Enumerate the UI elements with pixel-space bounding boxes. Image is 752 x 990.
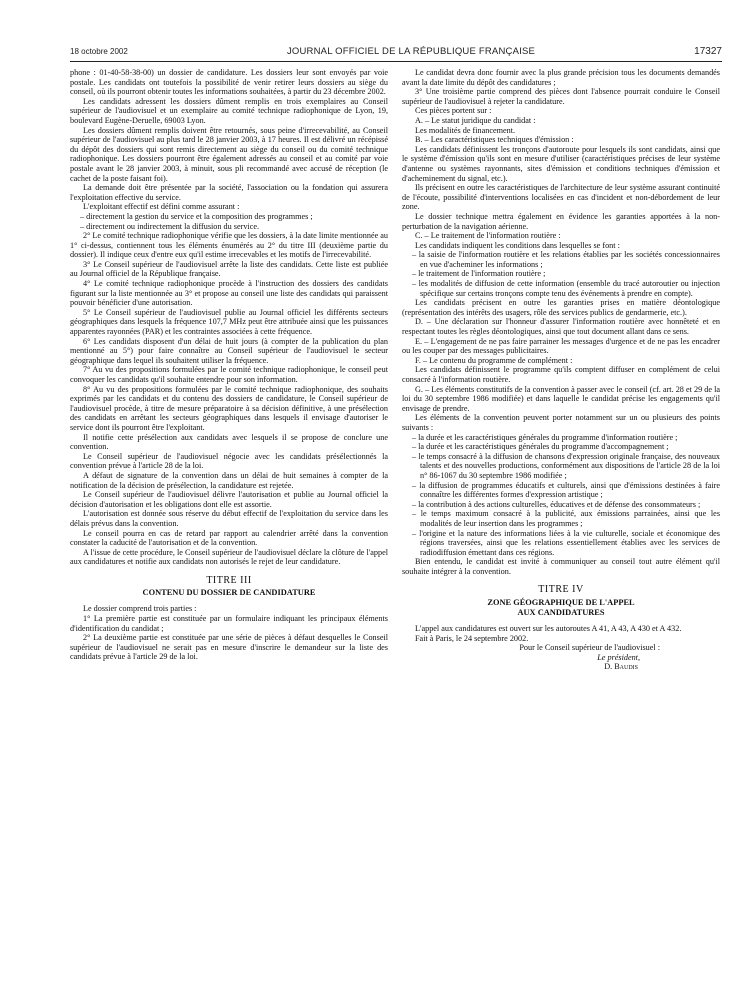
paragraph: Les candidats précisent en outre les garanties prises en matière déontologique (représentation des intérêts des usagers, rôle des services publics de gendarmerie, etc.). [402,298,720,317]
paragraph: 3° Une troisième partie comprend des pièces dont l'absence pourrait conduire le Conseil supérieur de l'audiovisuel à rejeter la candidature. [402,87,720,106]
header-date: 18 octobre 2002 [70,47,128,56]
paragraph: Les modalités de financement. [415,125,516,135]
paragraph: Les candidats indiquent les conditions dans lesquelles se font : [415,240,620,250]
list-item: – la diffusion de programmes éducatifs et culturels, ainsi que d'émissions destinées à faire connaître les différentes formes d'expression artistique ; [402,481,720,500]
paragraph: Ils précisent en outre les caractéristiques de l'architecture de leur système assurant continuité de l'écoute, possibilité d'interventions localisées en cas d'incident et non-débordement de leur zone. [402,183,720,212]
section-subtitle: CONTENU DU DOSSIER DE CANDIDATURE [142,588,316,598]
paragraph: L'appel aux candidatures est ouvert sur les autoroutes A 41, A 43, A 430 et A 432. [415,624,682,634]
paragraph: 2° La deuxième partie est constituée par une série de pièces à défaut desquelles le Conseil supérieur de l'audiovisuel ne serait pas en mesure d'inscrire le demandeur sur la liste des candidats prévue à l'article 29 de la loi. [70,633,388,662]
paragraph: Le candidat devra donc fournir avec la plus grande précision tous les documents demandés avant la date limite du dépôt des candidatures ; [402,68,720,87]
paragraph: Le conseil pourra en cas de retard par rapport au calendrier arrêté dans la convention constater la caducité de l'autorisation et de la convention. [70,528,388,548]
list-item: – la durée et les caractéristiques générales du programme d'information routière ; [402,433,720,443]
paragraph: 6° Les candidats disposent d'un délai de huit jours (à compter de la publication du plan mentionné au 5°) pour faire connaître au Conseil supérieur de l'audiovisuel le secteur géographique dans lequel ils souhaitent utiliser la fréquence. [70,336,388,365]
two-column-body [70,68,722,672]
paragraph: B. – Les caractéristiques techniques d'émission : [415,135,574,145]
paragraph: L'autorisation est donnée sous réserve du début effectif de l'exploitation du service dans les délais prévus dans la convention. [70,509,388,528]
paragraph: A l'issue de cette procédure, le Conseil supérieur de l'audiovisuel déclare la clôture de l'appel aux candidatures et notifie aux candidats non autorisés le rejet de leur candidature. [70,547,388,567]
paragraph: Les candidats définissent le programme qu'ils comptent diffuser en complément de celui consacré à l'information routière. [402,365,720,384]
section-subtitle-line: ZONE GÉOGRAPHIQUE DE L'APPEL [487,598,635,608]
paragraph: Les éléments de la convention peuvent porter notamment sur un ou plusieurs des points suivants : [402,413,720,432]
paragraph: Les dossiers dûment remplis doivent être retournés, sous peine d'irrecevabilité, au Conseil supérieur de l'audiovisuel au plus tard le 28 janvier 2003, à 17 heures. Il est délivré un récépissé du dépôt des dossiers qui sont remis directement au siège du conseil ou du comité technique radiophonique. Les dossiers pourront être également adressés au conseil et au comité par voie postale avant le 28 janvier 2003, à minuit, sous pli recommandé avec accusé de réception (le cachet de la poste faisant foi). [70,125,388,183]
paragraph: La demande doit être présentée par la société, l'association ou la fondation qui assurera l'exploitation effective du service. [70,183,388,202]
paragraph: 2° Le comité technique radiophonique vérifie que les dossiers, à la date limite mentionnée au 1° ci-dessus, contiennent tous les éléments énumérés au 2° du titre III (deuxième partie du dossier). Il indique ceux d'entre eux qu'il estime irrecevables et les motifs de l'irrecevabilité. [70,231,388,260]
dash-list [402,250,720,298]
paragraph: 3° Le Conseil supérieur de l'audiovisuel arrête la liste des candidats. Cette liste est publiée au Journal officiel de la République française. [70,259,388,279]
paragraph: A. – Le statut juridique du candidat : [415,115,536,125]
list-item: – directement la gestion du service et la composition des programmes ; [70,212,388,222]
section-title: TITRE IV [538,584,584,596]
list-item: – la saisie de l'information routière et les relations établies par les sociétés concessionnaires en vue d'acheminer les informations ; [402,250,720,269]
list-item: – directement ou indirectement la diffusion du service. [70,222,388,232]
list-item: – l'origine et la nature des informations liées à la vie culturelle, sociale et économique des régions traversées, ainsi que les relations essentiellement établies avec les services de radiodiffusion émettant dans ces régions. [402,529,720,558]
paragraph: D. – Une déclaration sur l'honneur d'assurer l'information routière avec honnêteté et en respectant toutes les règles déontologiques, ainsi que tout document allant dans ce sens. [402,317,720,337]
paragraph: 5° Le Conseil supérieur de l'audiovisuel publie au Journal officiel les différents secteurs géographiques dans lesquels la fréquence 107,7 MHz peut être attribuée ainsi que les puissances apparentes rayonnées (PAR) et les contraintes associées à cette fréquence. [70,307,388,337]
paragraph: Les candidats définissent les tronçons d'autoroute pour lesquels ils sont candidats, ainsi que le système d'émission qu'ils sont en mesure d'utiliser (caractéristiques précises de leur système d'antenne ou systèmes rayonnants, sites d'émission et conditions techniques d'émission et d'acheminement du signal, etc.). [402,144,720,183]
paragraph: 8° Au vu des propositions formulées par le comité technique radiophonique, des souhaits exprimés par les candidats et du contenu des dossiers de candidature, le Conseil supérieur de l'audiovisuel procède, à titre de mesure préparatoire à sa décision définitive, à une présélection des candidats en arrêtant les secteurs géographiques dans lesquels il envisage d'autoriser le service dont ils pourront être l'exploitant. [70,384,388,432]
paragraph: 7° Au vu des propositions formulées par le comité technique radiophonique, le conseil peut convoquer les candidats qu'il souhaite entendre pour son information. [70,365,388,384]
list-item: – la contribution à des actions culturelles, éducatives et de défense des consommateurs ; [402,500,720,510]
right-column [402,68,720,672]
paragraph: 1° La première partie est constituée par un formulaire indiquant les principaux éléments d'identification du candidat ; [70,614,388,633]
paragraph: A défaut de signature de la convention dans un délai de huit semaines à compter de la notification de la décision de présélection, la candidature est rejetée. [70,470,388,490]
list-item: – le traitement de l'information routière ; [402,269,720,279]
left-column [70,68,388,672]
paragraph: 4° Le comité technique radiophonique procède à l'instruction des dossiers des candidats figurant sur la liste mentionnée au 3° et propose au conseil une liste des candidats qui paraissent pouvoir bénéficier d'une autorisation. [70,279,388,308]
signature-title: Le président, [597,652,640,662]
paragraph: Le Conseil supérieur de l'audiovisuel négocie avec les candidats présélectionnés la convention prévue à l'article 28 de la loi. [70,451,388,471]
page-header [70,46,722,57]
header-page-number: 17327 [694,46,722,57]
paragraph: F. – Le contenu du programme de complément : [415,355,573,365]
paragraph: Le dossier comprend trois parties : [83,604,197,614]
list-item: – le temps maximum consacré à la publicité, aux émissions parrainées, ainsi que les modalités de leur insertion dans les programmes ; [402,509,720,528]
paragraph: Le Conseil supérieur de l'audiovisuel délivre l'autorisation et publie au Journal officiel la décision d'autorisation et les obligations dont elle est assortie. [70,490,388,509]
paragraph: Fait à Paris, le 24 septembre 2002. [415,633,529,643]
paragraph: Le dossier technique mettra également en évidence les garanties apportées à la non-perturbation de la navigation aérienne. [402,211,720,231]
header-rule [70,61,722,62]
section-subtitle [402,598,720,618]
paragraph: C. – Le traitement de l'information routière : [415,231,561,241]
paragraph: E. – L'engagement de ne pas faire parrainer les messages d'urgence et de ne pas les encadrer ou les couper par des messages publicitaires. [402,336,720,356]
dash-list [70,212,388,231]
paragraph: L'exploitant effectif est défini comme assurant : [83,202,240,212]
list-item: – les modalités de diffusion de cette information (ensemble du tracé autoroutier ou injection spécifique sur certains tronçons compte tenu des événements à prendre en compte). [402,279,720,298]
paragraph: Les candidats adressent les dossiers dûment remplis en trois exemplaires au Conseil supérieur de l'audiovisuel et un exemplaire au comité technique radiophonique de Lyon, 19, boulevard Eugène-Deruelle, 69003 Lyon. [70,96,388,125]
header-journal-title: JOURNAL OFFICIEL DE LA RÉPUBLIQUE FRANÇAISE [286,46,536,57]
paragraph: Bien entendu, le candidat est invité à communiquer au conseil tout autre élément qu'il souhaite intégrer à la convention. [402,557,720,576]
paragraph: G. – Les éléments constitutifs de la convention à passer avec le conseil (cf. art. 28 et 29 de la loi du 30 septembre 1986 modifiée) et dans laquelle le candidat précise les engagements qu'il envisage de prendre. [402,384,720,413]
paragraph: phone : 01-40-58-38-00) un dossier de candidature. Les dossiers leur sont envoyés par voie postale. Les candidats ont toutefois la possibilité de venir retirer leurs dossiers au siège du conseil, où ils pourront obtenir toutes les informations souhaitées, à partir du 23 décembre 2002. [70,68,388,97]
list-item: – la durée et les caractéristiques générales du programme d'accompagnement ; [402,442,720,452]
list-item: – le temps consacré à la diffusion de chansons d'expression originale française, des nouveaux talents et des nouvelles productions, conformément aux dispositions de l'article 28 de la loi n° 86-1067 du 30 septembre 1986 modifiée ; [402,452,720,481]
signature-name: D. Baudis [604,662,638,672]
paragraph: Ces pièces portent sur : [415,106,492,116]
dash-list [402,433,720,558]
signature-line: Pour le Conseil supérieur de l'audiovisuel : [519,643,660,653]
section-subtitle-line: AUX CANDIDATURES [517,608,605,618]
section-title: TITRE III [206,574,252,586]
paragraph: Il notifie cette présélection aux candidats avec lesquels il se propose de conclure une convention. [70,432,388,452]
